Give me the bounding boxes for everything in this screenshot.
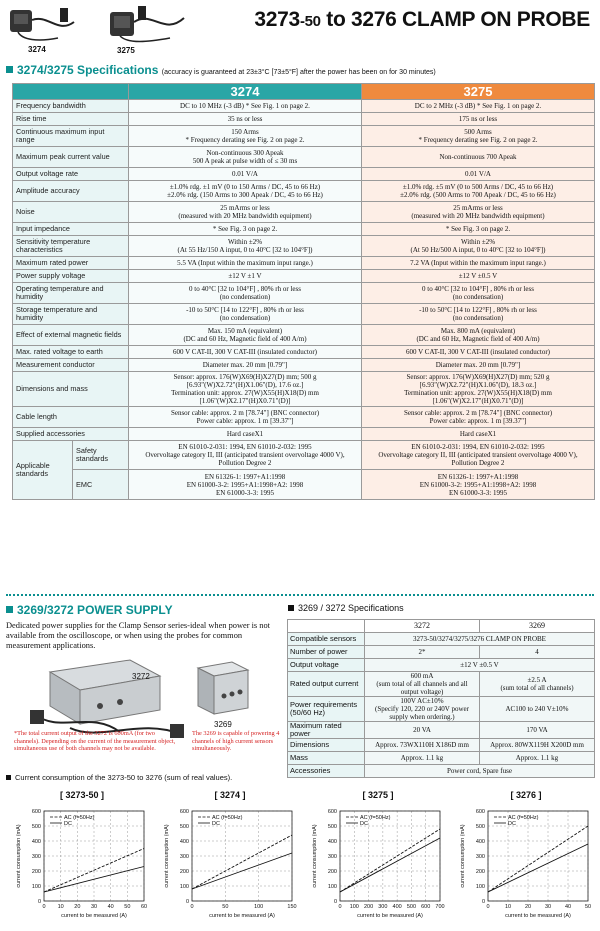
y-tick-label: 600 — [327, 809, 337, 815]
emc-label: EMC — [73, 470, 129, 500]
spec-value-3275: 7.2 VA (Input within the maximum input range.) — [362, 257, 595, 270]
spec-value-3274: 5.5 VA (Input within the maximum input range.) — [129, 257, 362, 270]
spec-value-3275: Non-continuous 700 Apeak — [362, 147, 595, 168]
ps-value-3272: 2* — [365, 646, 480, 659]
legend-label: AC (f=50Hz) — [212, 815, 243, 821]
spec-row — [13, 223, 595, 236]
spec-value-3274: DC to 10 MHz (-3 dB) * See Fig. 1 on page 2. — [129, 100, 362, 113]
x-tick-label: 600 — [421, 904, 431, 910]
spec-value-3275: Diameter max. 20 mm [0.79"] — [362, 359, 595, 372]
spec-value-3275: * See Fig. 3 on page 2. — [362, 223, 595, 236]
emc-value-3274: EN 61326-1: 1997+A1:1998 EN 61000-3-2: 1995+A1:1998+A2: 1998 EN 61000-3-3: 1995 — [129, 470, 362, 500]
y-tick-label: 200 — [327, 869, 337, 875]
y-tick-label: 500 — [327, 824, 337, 830]
ps-label: Output voltage — [288, 659, 365, 672]
spec-value-3275: 0 to 40°C [32 to 104°F] , 80% rh or less (no condensation) — [362, 283, 595, 304]
spec-value-3274: Diameter max. 20 mm [0.79"] — [129, 359, 362, 372]
product-label-3274: 3274 — [28, 45, 46, 54]
probe-3275-image — [108, 4, 188, 46]
x-tick-label: 300 — [378, 904, 388, 910]
square-bullet-icon — [288, 605, 294, 611]
ps-table-corner — [288, 620, 365, 633]
y-tick-label: 500 — [31, 824, 41, 830]
ps-value-3269: 4 — [480, 646, 595, 659]
legend-label: AC (f=50Hz) — [508, 815, 539, 821]
ps-value-3269: Approx. 80WX119H X200D mm — [480, 739, 595, 752]
spec-value-3275: ±1.0% rdg. ±5 mV (0 to 500 Arms / DC, 45 to 66 Hz) ±2.0% rdg. (500 Arms to 700 Apeak / DC, 45 to 66 Hz) — [362, 181, 595, 202]
chart-title: [ 3276 ] — [510, 790, 542, 800]
ps-label: Mass — [288, 752, 365, 765]
x-tick-label: 400 — [392, 904, 402, 910]
spec-row — [13, 325, 595, 346]
table-corner — [13, 84, 129, 100]
x-tick-label: 10 — [504, 904, 512, 910]
ps-value-3269: ±2.5 A (sum total of all channels) — [480, 672, 595, 697]
square-bullet-icon — [6, 775, 11, 780]
x-tick-label: 40 — [107, 904, 114, 910]
spec-value-3275: 600 V CAT-II, 300 V CAT-III (insulated conductor) — [362, 346, 595, 359]
x-tick-label: 0 — [190, 904, 194, 910]
spec-label: Storage temperature and humidity — [13, 304, 129, 325]
y-axis-label: current consumption (mA) — [16, 824, 22, 888]
x-tick-label: 40 — [564, 904, 572, 910]
spec-row — [13, 113, 595, 126]
spec-value-3275: Max. 800 mA (equivalent) (DC and 60 Hz, Magnetic field of 400 A/m) — [362, 325, 595, 346]
ps-row — [288, 765, 595, 778]
spec-value-3275: ±12 V ±0.5 V — [362, 270, 595, 283]
ps-row — [288, 752, 595, 765]
spec-label: Continuous maximum input range — [13, 126, 129, 147]
safety-value-3275: EN 61010-2-031: 1994, EN 61010-2-032: 1995 Overvoltage category II, III (anticipated transient overvoltage 4000 V), Pollution Degree 2 — [362, 441, 595, 470]
ps-row — [288, 739, 595, 752]
spec-label: Noise — [13, 202, 129, 223]
spec-label: Output voltage rate — [13, 168, 129, 181]
ps-row — [288, 722, 595, 739]
x-tick-label: 20 — [74, 904, 81, 910]
spec-row — [13, 100, 595, 113]
spec-row — [13, 470, 595, 500]
specs-section-heading: 3274/3275 Specifications (accuracy is guaranteed at 23±3°C [73±5°F] after the power has been on for 30 minutes) — [6, 63, 436, 77]
x-tick-label: 0 — [338, 904, 342, 910]
y-tick-label: 400 — [31, 839, 41, 845]
probe-3274-image — [8, 4, 78, 46]
spec-row — [13, 304, 595, 325]
x-axis-label: current to be measured (A) — [505, 913, 571, 919]
consumption-chart — [154, 803, 298, 928]
spec-value-3275: Sensor: approx. 176(W)X69(H)X27(D) mm; 520 g [6.93"(W)X2.72"(H)X1.06"(D), 18.3 oz.] Termination unit: approx. 27(W)X55(H)X18(D) mm [1.06"(W)X2.17"(H)X0.71"(D)] — [362, 372, 595, 407]
x-tick-label: 0 — [42, 904, 46, 910]
x-tick-label: 20 — [524, 904, 532, 910]
chart-title: [ 3275 ] — [362, 790, 394, 800]
spec-value-3275: Sensor cable: approx. 2 m [78.74"] (BNC connector) Power cable: approx. 1 m [39.37"] — [362, 407, 595, 428]
note-3269: The 3269 is capable of powering 4 channels of high current sensors simultaneously. — [192, 730, 280, 752]
page-title: 3273-50 to 3276 CLAMP ON PROBE — [254, 8, 590, 31]
spec-row — [13, 428, 595, 441]
x-tick-label: 30 — [544, 904, 552, 910]
spec-label: Maximum peak current value — [13, 147, 129, 168]
x-tick-label: 150 — [287, 904, 297, 910]
spec-row — [13, 181, 595, 202]
spec-label: Power supply voltage — [13, 270, 129, 283]
legend-label: AC (f=50Hz) — [360, 815, 391, 821]
ps-label: Accessories — [288, 765, 365, 778]
spec-row — [13, 168, 595, 181]
x-tick-label: 60 — [140, 904, 148, 910]
spec-label: Max. rated voltage to earth — [13, 346, 129, 359]
spec-label: Cable length — [13, 407, 129, 428]
ps-value-3269: Approx. 1.1 kg — [480, 752, 595, 765]
standards-label: Applicable standards — [13, 441, 73, 500]
product-label-3275: 3275 — [117, 46, 135, 55]
spec-value-3274: Within ±2% (At 55 Hz/150 A input, 0 to 40°C [32 to 104°F]) — [129, 236, 362, 257]
y-axis-label: current consumption (mA) — [164, 824, 170, 888]
spec-label: Effect of external magnetic fields — [13, 325, 129, 346]
safety-value-3274: EN 61010-2-031: 1994, EN 61010-2-032: 1995 Overvoltage category II, III (anticipated transient overvoltage 4000 V), Pollution Degree 2 — [129, 441, 362, 470]
y-tick-label: 500 — [475, 824, 485, 830]
series-line-dc — [340, 838, 440, 892]
compatible-sensors-value: 3273-50/3274/3275/3276 CLAMP ON PROBE — [365, 633, 595, 646]
chart-title: [ 3273-50 ] — [59, 790, 105, 800]
y-axis-label: current consumption (mA) — [312, 824, 318, 888]
spec-value-3274: 35 ns or less — [129, 113, 362, 126]
spec-row — [13, 270, 595, 283]
legend-label: DC — [64, 821, 72, 827]
y-tick-label: 0 — [333, 899, 337, 905]
y-tick-label: 300 — [475, 854, 485, 860]
y-tick-label: 0 — [185, 899, 189, 905]
y-tick-label: 300 — [327, 854, 337, 860]
safety-standards-label: Safety standards — [73, 441, 129, 470]
power-supply-3269-image — [192, 658, 252, 718]
note-3272: *The total current output of the 3272 is 600mA (for two channels). Depending on the current of the measurement object, simultaneous use of both channels may not be available. — [14, 730, 176, 752]
spec-value-3274: 0 to 40°C [32 to 104°F] , 80% rh or less (no condensation) — [129, 283, 362, 304]
spec-label: Sensitivity temperature characteristics — [13, 236, 129, 257]
spec-value-3274: * See Fig. 3 on page 2. — [129, 223, 362, 236]
x-axis-label: current to be measured (A) — [209, 913, 275, 919]
x-tick-label: 30 — [90, 904, 98, 910]
x-axis-label: current to be measured (A) — [357, 913, 423, 919]
spec-value-3274: Hard caseX1 — [129, 428, 362, 441]
spec-value-3274: ±12 V ±1 V — [129, 270, 362, 283]
row-label: Compatible sensors — [288, 633, 365, 646]
spec-label: Dimensions and mass — [13, 372, 129, 407]
spec-label: Input impedance — [13, 223, 129, 236]
emc-value-3275: EN 61326-1: 1997+A1:1998 EN 61000-3-2: 1995+A1:1998+A2: 1998 EN 61000-3-3: 1995 — [362, 470, 595, 500]
series-line-dc — [488, 844, 588, 892]
spec-label: Maximum rated power — [13, 257, 129, 270]
spec-label: Supplied accessories — [13, 428, 129, 441]
label-3272: 3272 — [132, 672, 150, 681]
ps-value-3269: AC100 to 240 V±10% — [480, 697, 595, 722]
column-header-3269: 3269 — [480, 620, 595, 633]
y-tick-label: 100 — [179, 884, 189, 890]
ps-value-3272: 20 VA — [365, 722, 480, 739]
legend-label: DC — [212, 821, 220, 827]
ps-label: Power requirements (50/60 Hz) — [288, 697, 365, 722]
probe-specs-table — [12, 83, 595, 500]
spec-row — [13, 372, 595, 407]
ps-label: Dimensions — [288, 739, 365, 752]
y-tick-label: 0 — [37, 899, 41, 905]
spec-row — [13, 283, 595, 304]
ps-value-3272: Approx. 73WX110H X186D mm — [365, 739, 480, 752]
spec-value-3274: Sensor cable: approx. 2 m [78.74"] (BNC connector) Power cable: approx. 1 m [39.37"] — [129, 407, 362, 428]
ps-row — [288, 646, 595, 659]
spec-value-3274: Sensor: approx. 176(W)X69(H)X27(D) mm; 500 g [6.93"(W)X2.72"(H)X1.06"(D), 17.6 oz.] Termination unit: approx. 27(W)X55(H)X18(D) mm [1.06"(W)X2.17"(H)X0.71"(D)] — [129, 372, 362, 407]
y-tick-label: 600 — [475, 809, 485, 815]
y-tick-label: 200 — [179, 869, 189, 875]
spec-value-3274: 150 Arms * Frequency derating see Fig. 2 on page 2. — [129, 126, 362, 147]
spec-value-3274: 0.01 V/A — [129, 168, 362, 181]
square-bullet-icon — [6, 66, 13, 73]
spec-row — [13, 407, 595, 428]
y-tick-label: 0 — [481, 899, 485, 905]
ps-specs-heading: 3269 / 3272 Specifications — [288, 603, 404, 613]
power-supply-description: Dedicated power supplies for the Clamp Sensor series-ideal when power is not available from the oscilloscope, or when using the probes for common measurement applications. — [6, 621, 270, 650]
x-tick-label: 700 — [435, 904, 445, 910]
spec-value-3274: 25 mArms or less (measured with 20 MHz bandwidth equipment) — [129, 202, 362, 223]
spec-value-3275: -10 to 50°C [14 to 122°F] , 80% rh or less (no condensation) — [362, 304, 595, 325]
spec-row — [13, 359, 595, 372]
consumption-heading: Current consumption of the 3273-50 to 3276 (sum of real values). — [6, 773, 232, 782]
square-bullet-icon — [6, 606, 13, 613]
spec-value-3274: 600 V CAT-II, 300 V CAT-III (insulated conductor) — [129, 346, 362, 359]
ps-value-3269: 170 VA — [480, 722, 595, 739]
spec-value-3275: 500 Arms * Frequency derating see Fig. 2 on page 2. — [362, 126, 595, 147]
column-header-3274: 3274 — [129, 84, 362, 100]
y-tick-label: 100 — [327, 884, 337, 890]
power-supply-heading: 3269/3272 POWER SUPPLY — [6, 603, 173, 617]
consumption-chart — [302, 803, 446, 928]
x-tick-label: 50 — [584, 904, 592, 910]
spec-row — [13, 202, 595, 223]
spec-value-3274: Max. 150 mA (equivalent) (DC and 60 Hz, Magnetic field of 400 A/m) — [129, 325, 362, 346]
y-axis-label: current consumption (mA) — [460, 824, 466, 888]
y-tick-label: 200 — [475, 869, 485, 875]
consumption-chart — [6, 803, 150, 928]
consumption-chart — [450, 803, 594, 928]
spec-value-3275: 175 ns or less — [362, 113, 595, 126]
spec-row — [13, 257, 595, 270]
spec-label: Rise time — [13, 113, 129, 126]
column-header-3275: 3275 — [362, 84, 595, 100]
series-line-ac — [340, 829, 440, 892]
y-tick-label: 600 — [179, 809, 189, 815]
x-tick-label: 500 — [406, 904, 417, 910]
spec-value-3275: 25 mArms or less (measured with 20 MHz bandwidth equipment) — [362, 202, 595, 223]
x-tick-label: 100 — [349, 904, 359, 910]
x-tick-label: 100 — [254, 904, 264, 910]
x-tick-label: 50 — [124, 904, 131, 910]
legend-label: AC (f=50Hz) — [64, 815, 95, 821]
label-3269: 3269 — [214, 720, 232, 729]
legend-label: DC — [508, 821, 516, 827]
y-tick-label: 100 — [475, 884, 485, 890]
ps-row — [288, 672, 595, 697]
spec-row — [13, 441, 595, 470]
y-tick-label: 400 — [179, 839, 189, 845]
y-tick-label: 300 — [179, 854, 189, 860]
spec-row — [13, 126, 595, 147]
spec-value-3275: Within ±2% (At 50 Hz/500 A input, 0 to 40°C [32 to 104°F]) — [362, 236, 595, 257]
legend-label: DC — [360, 821, 368, 827]
chart-title: [ 3274 ] — [214, 790, 246, 800]
x-axis-label: current to be measured (A) — [61, 913, 127, 919]
power-supply-specs-table — [287, 619, 595, 778]
power-supply-3272-image — [30, 654, 190, 742]
ps-row — [288, 659, 595, 672]
y-tick-label: 100 — [31, 884, 41, 890]
spec-value-3274: ±1.0% rdg. ±1 mV (0 to 150 Arms / DC, 45 to 66 Hz) ±2.0% rdg. (150 Arms to 300 Apeak / DC, 45 to 66 Hz) — [129, 181, 362, 202]
ps-value-3272: Approx. 1.1 kg — [365, 752, 480, 765]
ps-value-3272: 100V AC±10% (Specify 120, 220 or 240V power supply when ordering.) — [365, 697, 480, 722]
spec-row — [13, 236, 595, 257]
spec-label: Operating temperature and humidity — [13, 283, 129, 304]
y-tick-label: 200 — [31, 869, 41, 875]
ps-value-shared: ±12 V ±0.5 V — [365, 659, 595, 672]
ps-value-3272: 600 mA (sum total of all channels and all output voltage) — [365, 672, 480, 697]
y-tick-label: 300 — [31, 854, 41, 860]
series-line-ac — [192, 835, 292, 889]
x-tick-label: 10 — [57, 904, 64, 910]
spec-row — [13, 147, 595, 168]
y-tick-label: 400 — [475, 839, 485, 845]
y-tick-label: 600 — [31, 809, 41, 815]
spec-value-3274: Non-continuous 300 Apeak 500 A peak at pulse width of ≤ 30 ms — [129, 147, 362, 168]
section-divider — [6, 594, 594, 596]
ps-row — [288, 697, 595, 722]
spec-label: Frequency bandwidth — [13, 100, 129, 113]
spec-value-3274: -10 to 50°C [14 to 122°F] , 80% rh or less (no condensation) — [129, 304, 362, 325]
spec-row — [13, 346, 595, 359]
ps-label: Number of power — [288, 646, 365, 659]
spec-value-3275: Hard caseX1 — [362, 428, 595, 441]
ps-label: Rated output current — [288, 672, 365, 697]
spec-label: Measurement conductor — [13, 359, 129, 372]
ps-value-shared: Power cord, Spare fuse — [365, 765, 595, 778]
ps-label: Maximum rated power — [288, 722, 365, 739]
column-header-3272: 3272 — [365, 620, 480, 633]
spec-value-3275: 0.01 V/A — [362, 168, 595, 181]
spec-label: Amplitude accuracy — [13, 181, 129, 202]
series-line-ac — [488, 826, 588, 892]
x-tick-label: 50 — [222, 904, 229, 910]
x-tick-label: 200 — [363, 904, 374, 910]
y-tick-label: 400 — [327, 839, 337, 845]
x-tick-label: 0 — [486, 904, 490, 910]
y-tick-label: 500 — [179, 824, 189, 830]
spec-value-3275: DC to 2 MHz (-3 dB) * See Fig. 1 on page 2. — [362, 100, 595, 113]
